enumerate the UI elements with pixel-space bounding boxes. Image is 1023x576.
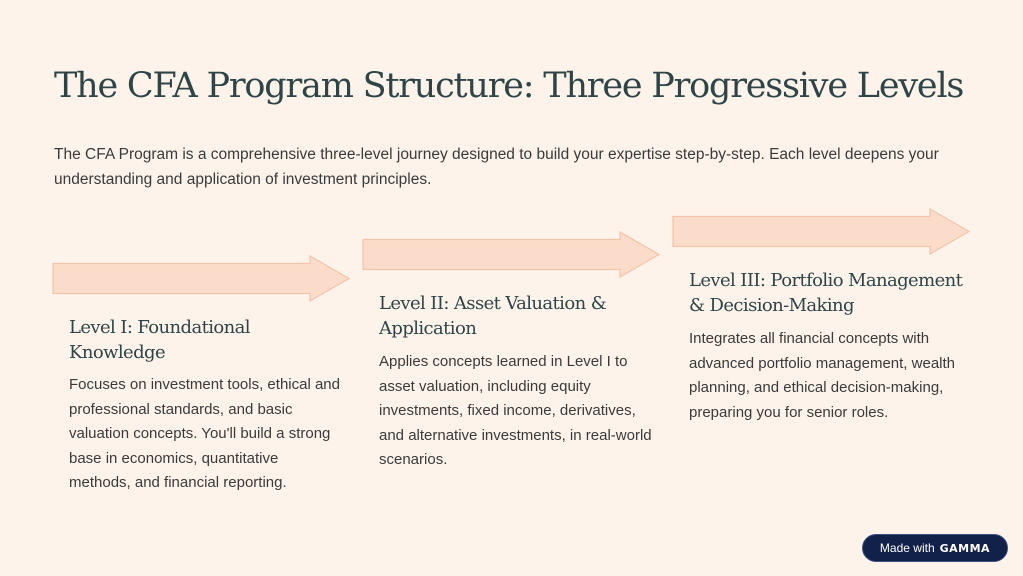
level-3-arrow-icon xyxy=(672,208,972,256)
level-3-title: Level III: Portfolio Management & Decision-Making xyxy=(689,270,963,316)
level-1-title: Level I: Foundational Knowledge xyxy=(69,317,250,363)
gamma-logo: GAMMA xyxy=(939,541,991,555)
made-with-gamma-badge[interactable] xyxy=(862,534,1008,562)
level-1-arrow-icon xyxy=(52,255,352,303)
slide-intro: The CFA Program is a comprehensive three-level journey designed to build your expertise step-by-step. Each level deepens your understanding and application of investment principles. xyxy=(54,146,939,188)
level-2-description: Applies concepts learned in Level I to asset valuation, including equity investments, fixed income, derivatives, and alternative investments, in real-world scenarios. xyxy=(379,353,652,469)
badge-prefix: Made with xyxy=(879,541,935,555)
level-1-description: Focuses on investment tools, ethical and professional standards, and basic valuation concepts. You'll build a strong base in economics, quantitative methods, and financial reporting. xyxy=(69,376,340,492)
slide-title: The CFA Program Structure: Three Progressive Levels xyxy=(54,66,964,106)
level-2-title: Level II: Asset Valuation & Application xyxy=(379,293,607,339)
level-3-description: Integrates all financial concepts with advanced portfolio management, wealth planning, and ethical decision-making, preparing you for senior roles. xyxy=(689,330,956,421)
level-2-arrow-icon xyxy=(362,231,662,279)
